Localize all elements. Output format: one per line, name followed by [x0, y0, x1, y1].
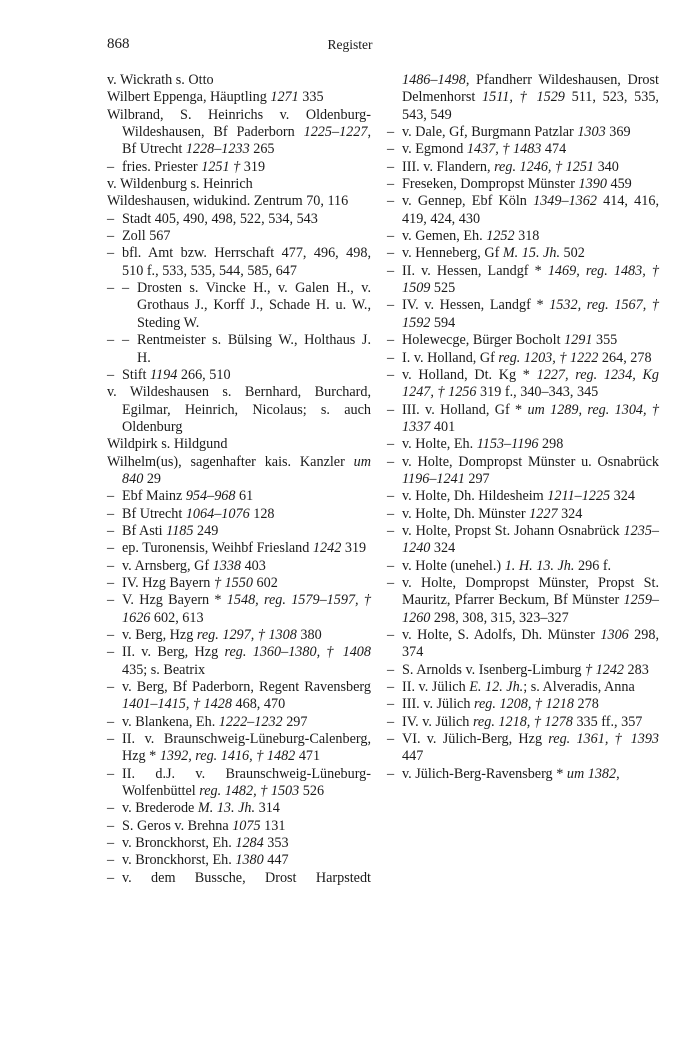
index-entry — [107, 766, 371, 801]
entry-text: 131 — [260, 817, 286, 834]
entry-date-italic: M. 13. Jh. — [197, 800, 256, 817]
entry-date-italic: 954–968 — [185, 488, 236, 505]
index-entry — [387, 263, 659, 298]
entry-dash: – — [107, 679, 115, 696]
index-entry — [107, 367, 371, 384]
entry-text: 297 — [464, 470, 490, 487]
entry-text: 61 — [235, 488, 254, 505]
index-entry — [387, 245, 659, 262]
entry-text: 265 — [249, 141, 275, 158]
entry-date-italic: 1153–1196 — [476, 436, 539, 453]
entry-text: ep. Turonensis, Weihbf Friesland — [122, 540, 313, 557]
entry-dash: – — [387, 574, 395, 591]
entry-text: 128 — [249, 505, 275, 522]
index-entry — [387, 558, 659, 575]
entry-text: IV. Hzg Bayern — [122, 574, 214, 591]
entry-text: 319 — [240, 158, 266, 175]
entry-date-italic: 1291 — [564, 332, 593, 349]
entry-text: v. Holte, Dh. Münster — [402, 505, 530, 522]
entry-dash: – — [107, 245, 115, 262]
entry-text: 298 — [538, 436, 564, 453]
entry-date-italic: reg. 1218, † 1278 — [472, 713, 573, 730]
entry-text: v. Gemen, Eh. — [402, 228, 487, 245]
entry-text: II. d.J. v. Braunschweig-Lüneburg-Wolfenbüttel — [122, 765, 371, 800]
running-head: Register — [327, 37, 373, 52]
entry-date-italic: 1211–1225 — [547, 488, 611, 505]
entry-text: II. v. Jülich — [402, 679, 470, 696]
entry-dash: – — [122, 332, 130, 349]
index-entry — [107, 488, 371, 505]
entry-text: v. Holland, Dt. Kg * — [402, 366, 537, 383]
entry-text: 296 f. — [574, 557, 612, 574]
entry-text: ; s. Alveradis, Anna — [523, 679, 635, 696]
entry-date-italic: 1. H. 13. Jh. — [504, 557, 575, 574]
entry-text: 447 — [263, 852, 289, 869]
entry-text: , Bf Utrecht — [122, 124, 371, 158]
index-entry — [107, 280, 371, 332]
entry-dash: – — [107, 557, 115, 574]
entry-date-italic: 1227 — [529, 505, 558, 522]
entry-dash: – — [387, 124, 395, 141]
entry-text: VI. v. Jülich-Berg, Hzg — [402, 731, 549, 748]
entry-text: 318 — [514, 228, 540, 245]
index-entry — [387, 662, 659, 679]
entry-dash: – — [107, 366, 115, 383]
index-entry — [107, 575, 371, 592]
entry-text: Ebf Mainz — [122, 488, 186, 505]
entry-text: 335 — [298, 89, 324, 106]
entry-date-italic: 1228–1233 — [185, 141, 250, 158]
entry-text: 435; s. Beatrix — [122, 661, 206, 678]
entry-dash: – — [387, 505, 395, 522]
entry-dash: – — [107, 627, 115, 643]
entry-dash: – — [107, 869, 115, 886]
entry-dash: – — [107, 713, 115, 730]
index-entry — [387, 696, 659, 713]
entry-date-italic: reg. 1208, † 1218 — [473, 696, 574, 713]
entry-dash: – — [387, 366, 395, 383]
index-entry — [387, 176, 659, 193]
index-entry — [107, 558, 371, 575]
index-entry — [387, 332, 659, 349]
entry-dash: – — [107, 228, 115, 245]
entry-text: Drosten s. Vincke H., v. Galen H., v. Grothaus J., Korff J., Schade H. u. W., Steding W. — [137, 280, 371, 331]
index-entry — [107, 176, 371, 193]
entry-text: 314 — [255, 800, 280, 817]
entry-text: Bf Asti — [122, 522, 167, 539]
entry-text: 403 — [241, 557, 266, 574]
entry-dash: – — [387, 245, 395, 262]
entry-text: IV. v. Jülich — [402, 713, 473, 730]
entry-text: 471 — [295, 748, 321, 765]
entry-text: 511, 523, 535, 543, 549 — [402, 89, 659, 123]
entry-text: 298, 308, 315, 323–327 — [430, 609, 569, 626]
entry-text: Bf Utrecht — [122, 505, 186, 522]
entry-dash: – — [107, 765, 115, 782]
entry-text: 502 — [560, 245, 585, 262]
entry-date-italic: 1469, reg. 1483, † 1509 — [402, 262, 659, 297]
entry-dash: – — [387, 436, 395, 453]
entry-text: 298, 374 — [402, 627, 660, 661]
entry-dash: – — [387, 522, 395, 539]
entry-text: Freseken, Dompropst Münster — [402, 176, 579, 193]
entry-text: Wildpirk s. Hildgund — [107, 436, 228, 453]
entry-text: Stadt 405, 490, 498, 522, 534, 543 — [122, 210, 318, 227]
entry-text: v. Berg, Hzg — [122, 627, 197, 643]
entry-text: 414, 416, 419, 424, 430 — [402, 193, 660, 227]
entry-date-italic: reg. 1360–1380, † 1408 — [224, 644, 371, 661]
entry-dash: – — [107, 592, 115, 609]
entry-dash: – — [107, 835, 115, 852]
entry-text: Wildeshausen, widukind. Zentrum 70, 116 — [107, 193, 349, 210]
entry-dash: – — [107, 540, 115, 557]
entry-text: v. Arnsberg, Gf — [122, 557, 213, 574]
index-entry — [387, 523, 659, 558]
entry-dash: – — [387, 401, 395, 418]
entry-text: 283 — [624, 661, 649, 678]
entry-date-italic: 1271 — [270, 89, 299, 106]
index-entry — [107, 89, 371, 106]
entry-dash: – — [387, 713, 395, 730]
entry-text: Wilbrand, S. Heinrichs v. Oldenburg-Wildeshausen, Bf Paderborn — [107, 106, 371, 141]
entry-dash: – — [107, 158, 115, 175]
index-entry — [107, 800, 371, 817]
entry-text: 380 — [296, 627, 322, 643]
entry-dash: – — [107, 817, 115, 834]
index-entry — [387, 193, 659, 228]
entry-text: v. Wildeshausen s. Bernhard, Burchard, Egilmar, Heinrich, Nicolaus; s. auch Oldenburg — [107, 384, 371, 435]
entry-dash: – — [107, 332, 115, 349]
entry-dash: – — [387, 158, 395, 175]
entry-date-italic: 1532, reg. 1567, † 1592 — [402, 297, 659, 331]
entry-text: v. Berg, Bf Paderborn, Regent Ravensberg — [122, 679, 371, 696]
index-entry — [107, 852, 371, 869]
entry-text: 525 — [430, 280, 456, 297]
entry-dash: – — [107, 800, 115, 817]
index-entry — [387, 679, 659, 696]
entry-dash: – — [122, 280, 130, 297]
index-entry — [107, 193, 371, 210]
entry-dash: – — [387, 176, 395, 193]
entry-text: III. v. Flandern, — [402, 158, 495, 175]
entry-text: III. v. Holland, Gf * — [402, 401, 528, 418]
entry-dash: – — [387, 696, 395, 713]
entry-date-italic: 1235–1240 — [402, 522, 659, 557]
index-entry — [107, 454, 371, 489]
index-entry — [387, 72, 659, 124]
index-entry — [107, 870, 371, 887]
index-entry — [387, 297, 659, 332]
entry-dash: – — [387, 228, 395, 245]
index-entry — [387, 124, 659, 141]
index-entry — [387, 159, 659, 176]
entry-date-italic: um 1289, reg. 1304, † 1337 — [402, 401, 659, 435]
entry-text: Holewecge, Bürger Bocholt — [402, 332, 565, 349]
index-entry — [107, 835, 371, 852]
entry-date-italic: 1225–1227 — [303, 124, 368, 141]
entry-date-italic: 1185 — [166, 522, 194, 539]
entry-dash: – — [387, 557, 395, 574]
entry-dash: – — [107, 574, 115, 591]
entry-text: S. Arnolds v. Isenberg-Limburg — [402, 661, 585, 678]
entry-dash: – — [387, 488, 395, 505]
index-entry — [107, 644, 371, 679]
index-entry — [387, 731, 659, 766]
entry-text: Wilbert Eppenga, Häuptling — [107, 89, 271, 106]
index-column-left — [107, 72, 371, 887]
index-entry — [107, 592, 371, 627]
entry-text: v. dem Bussche, Drost Harpstedt — [122, 869, 371, 886]
entry-text: Rentmeister s. Bülsing W., Holthaus J. H. — [137, 332, 371, 366]
entry-dash: – — [387, 453, 395, 470]
entry-text: 29 — [143, 470, 162, 487]
entry-date-italic: E. 12. Jh. — [469, 679, 524, 696]
index-entry — [387, 436, 659, 453]
index-entry — [107, 731, 371, 766]
entry-dash: – — [387, 297, 395, 314]
entry-text: v. Holte, Dompropst Münster, Propst St. Mauritz, Pfarrer Beckum, Bf Münster — [402, 574, 659, 609]
entry-text: v. Wildenburg s. Heinrich — [107, 176, 253, 193]
entry-dash: – — [107, 731, 115, 748]
entry-text: 602 — [252, 574, 278, 591]
entry-date-italic: 1242 — [312, 540, 342, 557]
index-entry — [387, 575, 659, 627]
index-entry — [107, 540, 371, 557]
index-entry — [387, 367, 659, 402]
entry-text: II. v. Braunschweig-Lüneburg-Calenberg, Hzg * — [122, 731, 371, 765]
entry-text: , — [616, 765, 620, 782]
entry-date-italic: 1511, † 1529 — [482, 89, 565, 106]
index-entry — [107, 627, 371, 644]
index-entry — [387, 714, 659, 731]
entry-date-italic: 1380 — [235, 852, 264, 869]
entry-date-italic: 1486–1498 — [402, 72, 466, 88]
entry-text: 401 — [430, 418, 456, 435]
entry-text: 526 — [299, 783, 325, 800]
entry-text: v. Bronckhorst, Eh. — [122, 852, 236, 869]
entry-text: Wilhelm(us), sagenhafter kais. Kanzler — [107, 453, 354, 470]
entry-text: II. v. Hessen, Landgf * — [402, 262, 548, 279]
entry-text: 602, 613 — [150, 609, 204, 626]
entry-text: 264, 278 — [598, 349, 652, 366]
entry-text: v. Henneberg, Gf — [402, 245, 503, 262]
entry-dash: – — [387, 679, 395, 696]
entry-text: v. Holte, Dh. Hildesheim — [402, 488, 548, 505]
entry-text: V. Hzg Bayern * — [122, 592, 227, 609]
entry-dash: – — [107, 522, 115, 539]
entry-text: III. v. Jülich — [402, 696, 474, 713]
entry-dash: – — [387, 349, 395, 366]
entry-text: I. v. Holland, Gf — [402, 349, 499, 366]
entry-text: IV. v. Hessen, Landgf * — [402, 297, 550, 314]
index-entry — [107, 211, 371, 228]
entry-text: v. Holte (unehel.) — [402, 557, 505, 574]
entry-date-italic: † 1550 — [213, 574, 253, 591]
entry-date-italic: 1390 — [578, 176, 607, 193]
index-entry — [387, 766, 659, 783]
entry-date-italic: 1227, reg. 1234, Kg 1247, † 1256 — [402, 366, 659, 401]
entry-date-italic: 1392, reg. 1416, † 1482 — [159, 748, 296, 765]
entry-date-italic: 1306 — [600, 627, 629, 643]
entry-text: 340 — [594, 158, 619, 175]
index-entry — [107, 714, 371, 731]
index-entry — [107, 159, 371, 176]
entry-date-italic: 1194 — [150, 366, 178, 383]
entry-date-italic: 1251 † — [201, 158, 241, 175]
index-entry — [107, 523, 371, 540]
entry-dash: – — [107, 210, 115, 227]
entry-text: 474 — [541, 141, 567, 158]
entry-text: Stift — [122, 366, 150, 383]
index-entry — [387, 350, 659, 367]
entry-text: 335 ff., 357 — [572, 713, 643, 730]
entry-text: S. Geros v. Brehna — [122, 817, 233, 834]
entry-text: bfl. Amt bzw. Herrschaft 477, 496, 498, 510 f., 533, 535, 544, 585, 647 — [122, 245, 371, 279]
entry-dash: – — [387, 627, 395, 643]
entry-text: 594 — [430, 314, 456, 331]
page-number: 868 — [107, 36, 130, 52]
index-entry — [107, 679, 371, 714]
entry-text: Zoll 567 — [122, 228, 171, 245]
entry-text: 369 — [605, 124, 631, 141]
entry-date-italic: M. 15. Jh. — [502, 245, 560, 262]
index-column-right — [387, 72, 659, 783]
entry-dash: – — [107, 505, 115, 522]
index-entry — [387, 454, 659, 489]
entry-dash: – — [387, 731, 395, 748]
entry-text: 249 — [193, 522, 219, 539]
index-entry — [107, 436, 371, 453]
entry-date-italic: 1349–1362 — [533, 193, 597, 210]
entry-dash: – — [107, 488, 115, 505]
entry-dash: – — [387, 332, 395, 349]
entry-date-italic: 1303 — [577, 124, 606, 141]
entry-dash: – — [387, 262, 395, 279]
index-entry — [387, 488, 659, 505]
entry-text: 319 — [341, 540, 367, 557]
entry-text: 324 — [430, 540, 456, 557]
entry-text: 297 — [282, 713, 308, 730]
entry-text: fries. Priester — [122, 158, 202, 175]
entry-text: v. Holte, Dompropst Münster u. Osnabrück — [402, 453, 659, 470]
index-entry — [107, 506, 371, 523]
index-entry — [387, 506, 659, 523]
entry-text: 266, 510 — [177, 366, 231, 383]
entry-date-italic: 1548, reg. 1579–1597, † 1626 — [122, 592, 371, 626]
entry-text: 447 — [402, 748, 424, 765]
entry-date-italic: 1401–1415, † 1428 — [122, 696, 232, 713]
index-entry — [107, 384, 371, 436]
entry-dash: – — [107, 644, 115, 661]
entry-text: v. Jülich-Berg-Ravensberg * — [402, 765, 567, 782]
entry-date-italic: reg. 1297, † 1308 — [196, 627, 297, 643]
entry-date-italic: 1252 — [486, 228, 515, 245]
entry-date-italic: reg. 1203, † 1222 — [498, 349, 599, 366]
entry-text: 278 — [573, 696, 599, 713]
index-entry — [387, 627, 659, 662]
entry-date-italic: † 1242 — [584, 661, 624, 678]
entry-date-italic: 1437, † 1483 — [466, 141, 542, 158]
index-entry — [387, 228, 659, 245]
entry-text: 355 — [592, 332, 618, 349]
entry-text: , Pfandherr Wildeshausen, Drost Delmenhorst — [402, 72, 659, 106]
entry-text: v. Holte, Eh. — [402, 436, 477, 453]
entry-text: v. Holte, Propst St. Johann Osnabrück — [402, 522, 624, 539]
entry-text: 319 f., 340–343, 345 — [476, 384, 599, 401]
entry-text: v. Wickrath s. Otto — [107, 72, 214, 88]
index-entry — [107, 245, 371, 280]
entry-text: v. Egmond — [402, 141, 467, 158]
entry-text: 468, 470 — [231, 696, 286, 713]
entry-dash: – — [387, 765, 395, 782]
entry-text: v. Blankena, Eh. — [122, 713, 219, 730]
entry-text: 353 — [263, 835, 289, 852]
entry-date-italic: um 1382 — [566, 765, 617, 782]
entry-text: 459 — [606, 176, 632, 193]
entry-dash: – — [387, 661, 395, 678]
entry-text: v. Bronckhorst, Eh. — [122, 835, 236, 852]
index-entry — [107, 228, 371, 245]
entry-text: v. Holte, S. Adolfs, Dh. Münster — [402, 627, 601, 643]
entry-dash: – — [107, 280, 115, 297]
entry-date-italic: 1222–1232 — [218, 713, 283, 730]
entry-date-italic: 1196–1241 — [402, 470, 465, 487]
entry-text: v. Gennep, Ebf Köln — [402, 193, 534, 210]
entry-text: v. Brederode — [122, 800, 198, 817]
entry-date-italic: reg. 1361, † 1393 — [548, 731, 660, 748]
entry-date-italic: 1075 — [232, 817, 261, 834]
index-entry — [107, 332, 371, 367]
index-entry — [387, 141, 659, 158]
entry-text: 324 — [610, 488, 635, 505]
entry-date-italic: 1259–1260 — [402, 592, 659, 626]
entry-text: 324 — [557, 505, 583, 522]
entry-date-italic: 1284 — [235, 835, 264, 852]
index-entry — [107, 107, 371, 159]
entry-text: II. v. Berg, Hzg — [122, 644, 225, 661]
index-entry — [107, 72, 371, 89]
index-entry — [387, 402, 659, 437]
entry-text: v. Dale, Gf, Burgmann Patzlar — [402, 124, 578, 141]
index-entry — [107, 818, 371, 835]
entry-date-italic: 1064–1076 — [185, 505, 250, 522]
entry-dash: – — [387, 141, 395, 158]
entry-date-italic: um 840 — [122, 453, 371, 487]
entry-dash: – — [387, 193, 395, 210]
entry-date-italic: reg. 1482, † 1503 — [199, 783, 300, 800]
entry-date-italic: reg. 1246, † 1251 — [494, 158, 595, 175]
entry-dash: – — [107, 852, 115, 869]
entry-date-italic: 1338 — [212, 557, 242, 574]
